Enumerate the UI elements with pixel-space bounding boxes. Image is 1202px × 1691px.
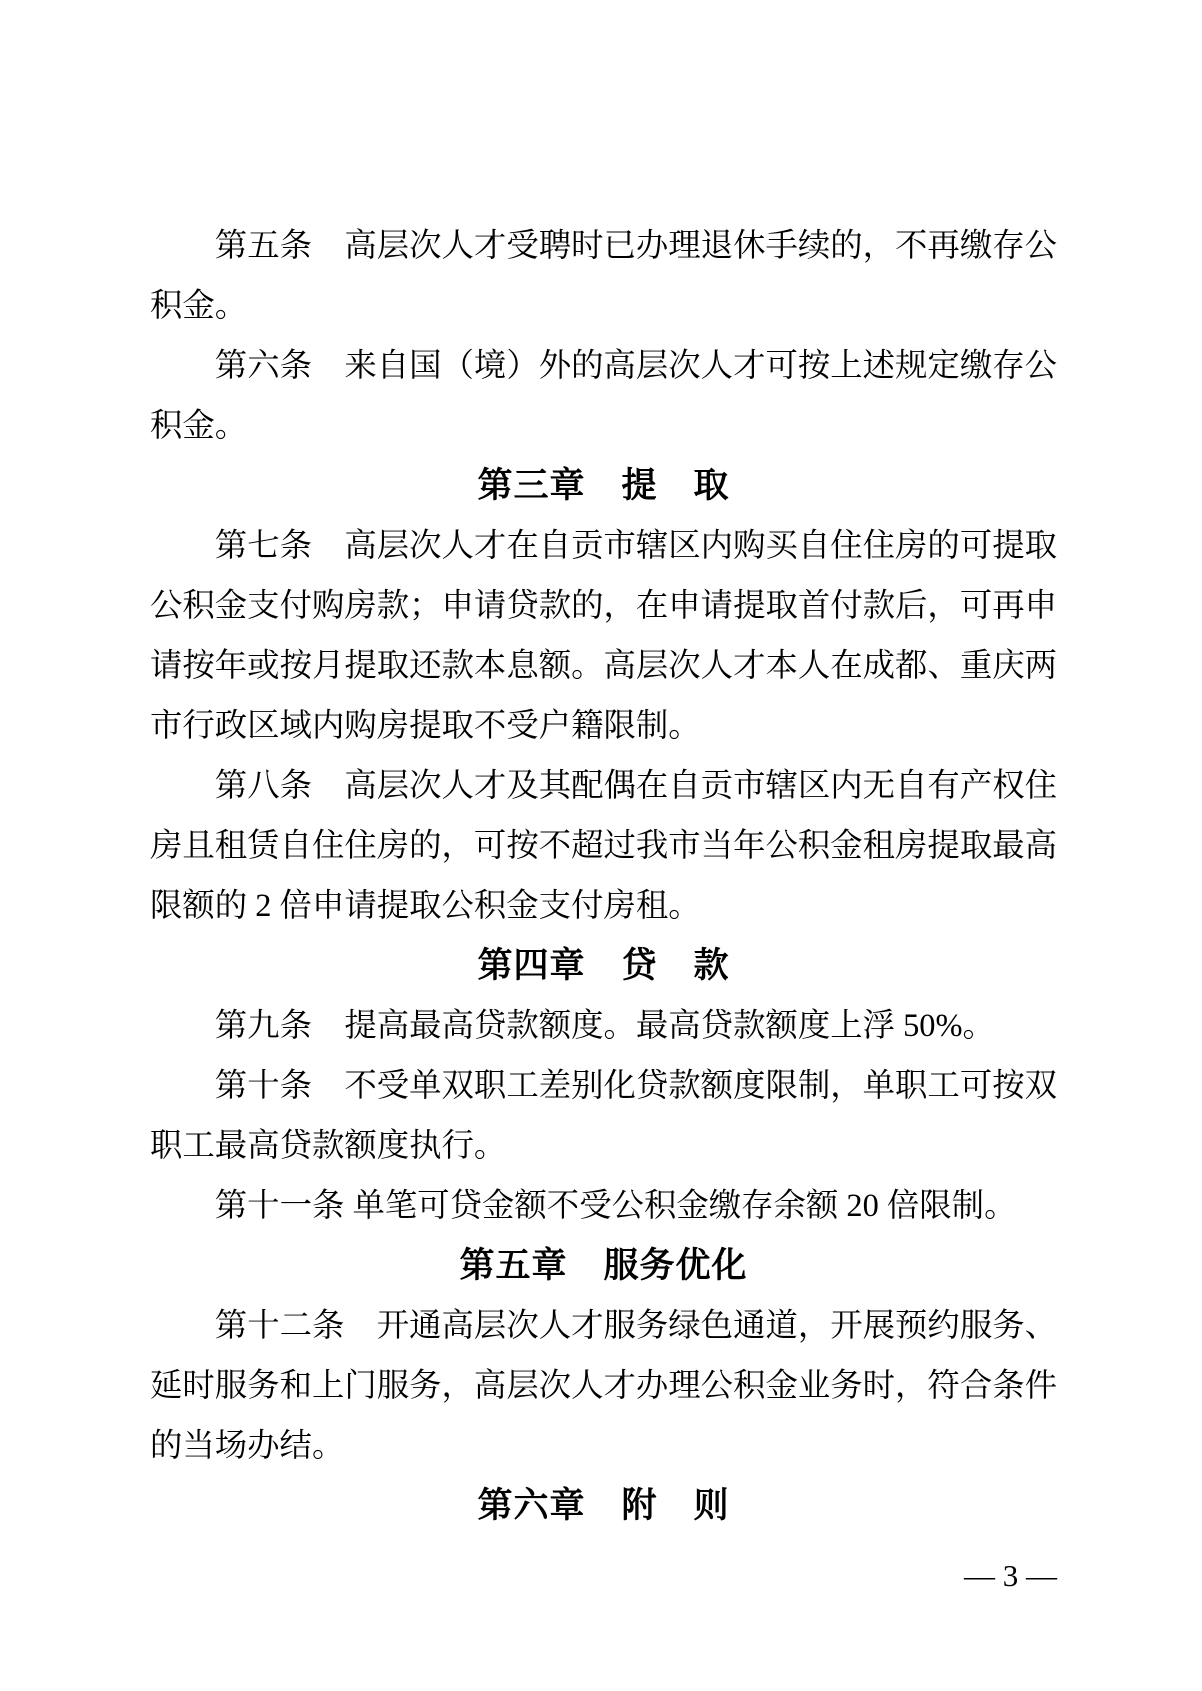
paragraph-article-8: 第八条 高层次人才及其配偶在自贡市辖区内无自有产权住房且租赁自住住房的，可按不超过我市当年公积金租房提取最高限额的 2 倍申请提取公积金支付房租。: [150, 768, 1057, 924]
paragraph-article-7: 第七条 高层次人才在自贡市辖区内购买自住住房的可提取公积金支付购房款；申请贷款的，在申请提取首付款后，可再申请按年或按月提取还款本息额。高层次人才本人在成都、重庆两市行政区域内购房提取不受户籍限制。: [150, 528, 1057, 744]
heading-chapter-3: 第三章 提 取: [477, 466, 730, 505]
page-number: — 3 —: [964, 1558, 1057, 1593]
paragraph-article-5: 第五条 高层次人才受聘时已办理退休手续的，不再缴存公积金。: [150, 228, 1057, 324]
heading-chapter-6: 第六章 附 则: [477, 1486, 730, 1525]
document-body: [150, 216, 1057, 1536]
heading-chapter-5: 第五章 服务优化: [459, 1246, 748, 1285]
paragraph-article-11: 第十一条 单笔可贷金额不受公积金缴存余额 20 倍限制。: [214, 1188, 1017, 1224]
paragraph-article-6: 第六条 来自国（境）外的高层次人才可按上述规定缴存公积金。: [150, 348, 1057, 444]
paragraph-article-10: 第十条 不受单双职工差别化贷款额度限制，单职工可按双职工最高贷款额度执行。: [150, 1068, 1057, 1164]
paragraph-article-9: 第九条 提高最高贷款额度。最高贷款额度上浮 50%。: [214, 1008, 995, 1044]
heading-chapter-4: 第四章 贷 款: [477, 946, 730, 985]
paragraph-article-12: 第十二条 开通高层次人才服务绿色通道，开展预约服务、延时服务和上门服务，高层次人才办理公积金业务时，符合条件的当场办结。: [150, 1308, 1057, 1464]
